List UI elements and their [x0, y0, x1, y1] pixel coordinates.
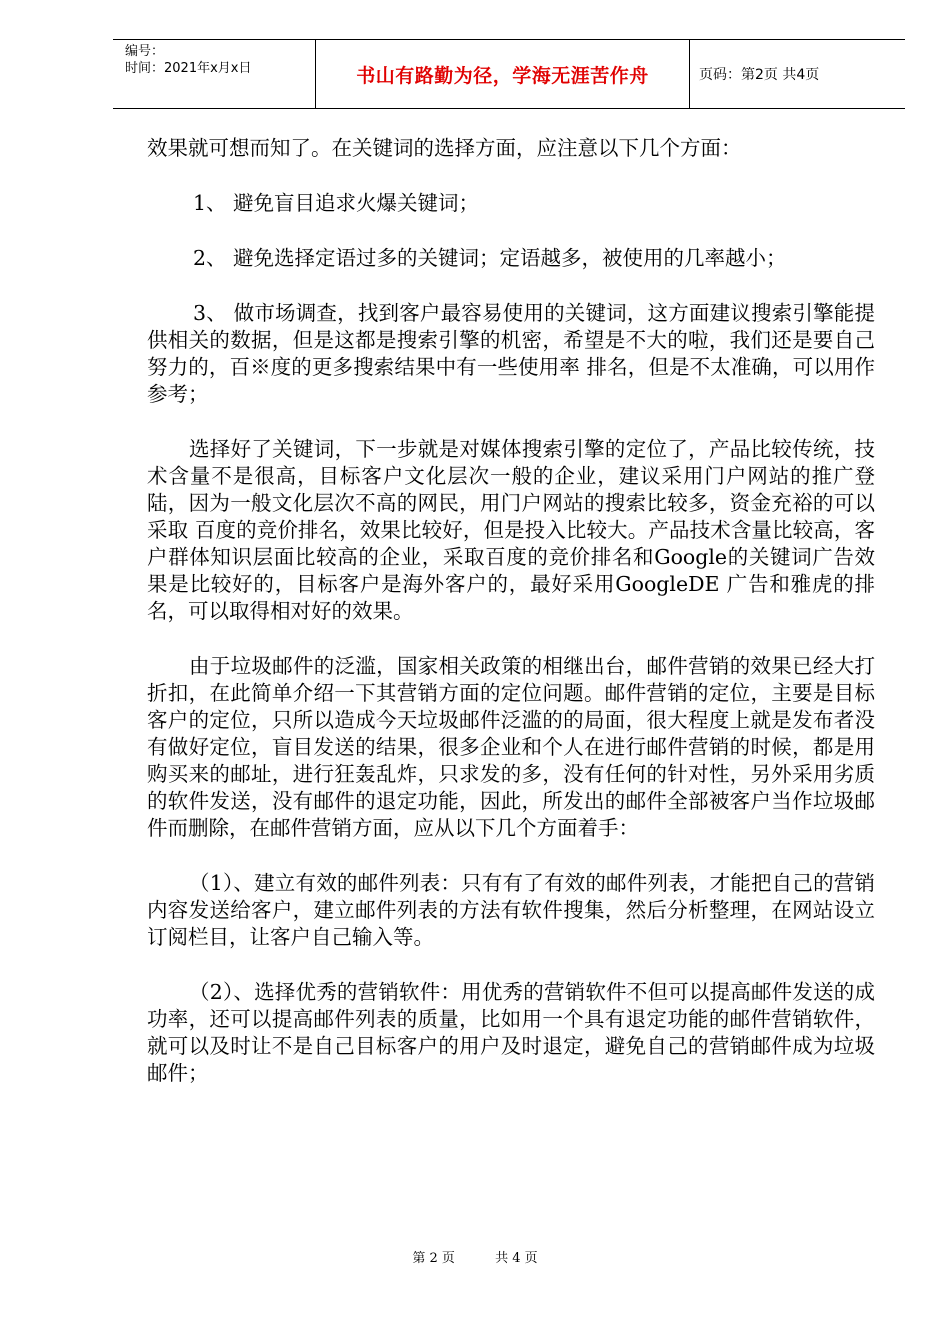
paragraph: 效果就可想而知了。在关键词的选择方面，应注意以下几个方面： [147, 136, 742, 160]
page-header [113, 39, 905, 109]
header-meta [113, 40, 315, 108]
serial-number-label: 编号： [125, 44, 165, 59]
date-label: 时间：2021年x月x日 [125, 61, 252, 76]
list-item: 1、 避免盲目追求火爆关键词； [193, 191, 480, 215]
footer-page-number: 第 2 页 [412, 1251, 455, 1266]
header-page-info: 页码：第2页 共4页 [699, 67, 820, 83]
header-motto: 书山有路勤为径，学海无涯苦作舟 [356, 64, 649, 87]
paragraph: （1）、建立有效的邮件列表：只有有了有效的邮件列表，才能把自己的营销内容发送给客户，建立邮件列表的方法有软件搜集，然后分析整理，在网站设立订阅栏目，让客户自己输入等。 [147, 871, 875, 949]
paragraph: 选择好了关键词，下一步就是对媒体搜索引擎的定位了，产品比较传统，技术含量不是很高，目标客户文化层次一般的企业，建议采用门户网站的推广登陆，因为一般文化层次不高的网民，用门户网站的搜索比较多，资金充裕的可以采取 百度的竞价排名，效果比较好，但是投入比较大。产品技术含量比较高，客户群体知识层面比较高的企业，采取百度的竞价排名和Google的关键词广告效果是比较好的，目标客户是海外客户的，最好采用GoogleDE 广告和雅虎的排名，可以取得相对好的效果。 [147, 437, 875, 623]
header-motto-cell [315, 40, 690, 108]
paragraph: 由于垃圾邮件的泛滥，国家相关政策的相继出台，邮件营销的效果已经大打折扣，在此简单介绍一下其营销方面的定位问题。邮件营销的定位，主要是目标客户的定位，只所以造成今天垃圾邮件泛滥的的局面，很大程度上就是发布者没有做好定位，盲目发送的结果，很多企业和个人在进行邮件营销的时候，都是用购买来的邮址，进行狂轰乱炸，只求发的多，没有任何的针对性，另外采用劣质的软件发送，没有邮件的退定功能，因此，所发出的邮件全部被客户当作垃圾邮件而删除，在邮件营销方面，应从以下几个方面着手： [147, 654, 875, 840]
page-footer [0, 1247, 950, 1266]
document-body [147, 135, 875, 1087]
footer-page-total: 共 4 页 [495, 1251, 538, 1266]
list-item: 2、 避免选择定语过多的关键词；定语越多，被使用的几率越小； [193, 246, 787, 270]
header-page-info-cell [690, 40, 905, 108]
paragraph: （2）、选择优秀的营销软件：用优秀的营销软件不但可以提高邮件发送的成功率，还可以提高邮件列表的质量，比如用一个具有退定功能的邮件营销软件，就可以及时让不是自己目标客户的用户及时退定，避免自己的营销邮件成为垃圾邮件； [147, 980, 875, 1085]
list-item: 3、 做市场调查，找到客户最容易使用的关键词，这方面建议搜索引擎能提供相关的数据，但是这都是搜索引擎的机密，希望是不大的啦，我们还是要自己努力的，百※度的更多搜索结果中有一些使用率 排名，但是不太准确，可以用作参考； [147, 301, 875, 406]
